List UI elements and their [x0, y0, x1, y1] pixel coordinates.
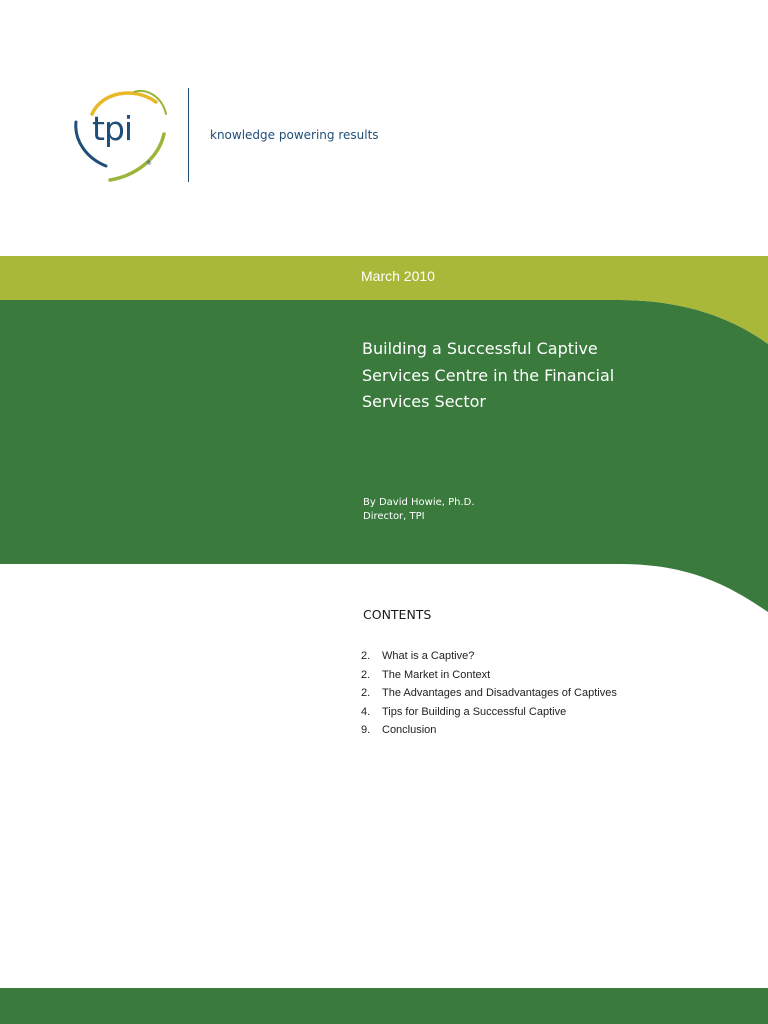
contents-heading: CONTENTS: [363, 607, 432, 622]
toc-page-number: 2.: [361, 668, 371, 681]
registered-mark: ®: [146, 160, 152, 167]
toc-item[interactable]: [361, 687, 617, 706]
toc-page-number: 2.: [361, 650, 371, 662]
logo-divider: [188, 88, 189, 182]
author-block: [363, 496, 475, 524]
toc-label: The Advantages and Disadvantages of Captives: [382, 687, 617, 699]
toc-item[interactable]: [361, 669, 617, 688]
logo-tagline: knowledge powering results: [210, 128, 379, 142]
title-line-3: Services Sector: [362, 392, 486, 411]
title-line-2: Services Centre in the Financial: [362, 365, 615, 385]
toc-page-number: 2.: [361, 687, 371, 699]
toc-item[interactable]: [361, 724, 617, 743]
table-of-contents: [361, 650, 617, 743]
toc-label: Tips for Building a Successful Captive: [382, 705, 567, 718]
toc-label: The Market in Context: [382, 668, 491, 681]
logo-wordmark: tpi: [92, 109, 133, 148]
toc-label: Conclusion: [382, 724, 437, 736]
toc-label: What is a Captive?: [382, 650, 475, 662]
toc-page-number: 4.: [361, 705, 371, 718]
toc-item[interactable]: [361, 706, 617, 725]
toc-item[interactable]: [361, 650, 617, 669]
cover-band: [0, 256, 768, 612]
tpi-logo: [72, 84, 379, 184]
title-line-1: Building a Successful Captive: [362, 339, 598, 358]
author-name: By David Howie, Ph.D.: [363, 497, 475, 508]
toc-page-number: 9.: [361, 724, 371, 736]
document-title: [362, 336, 662, 416]
author-role: Director, TPI: [363, 511, 425, 522]
footer-bar: [0, 988, 768, 1024]
publication-date: March 2010: [361, 268, 435, 284]
